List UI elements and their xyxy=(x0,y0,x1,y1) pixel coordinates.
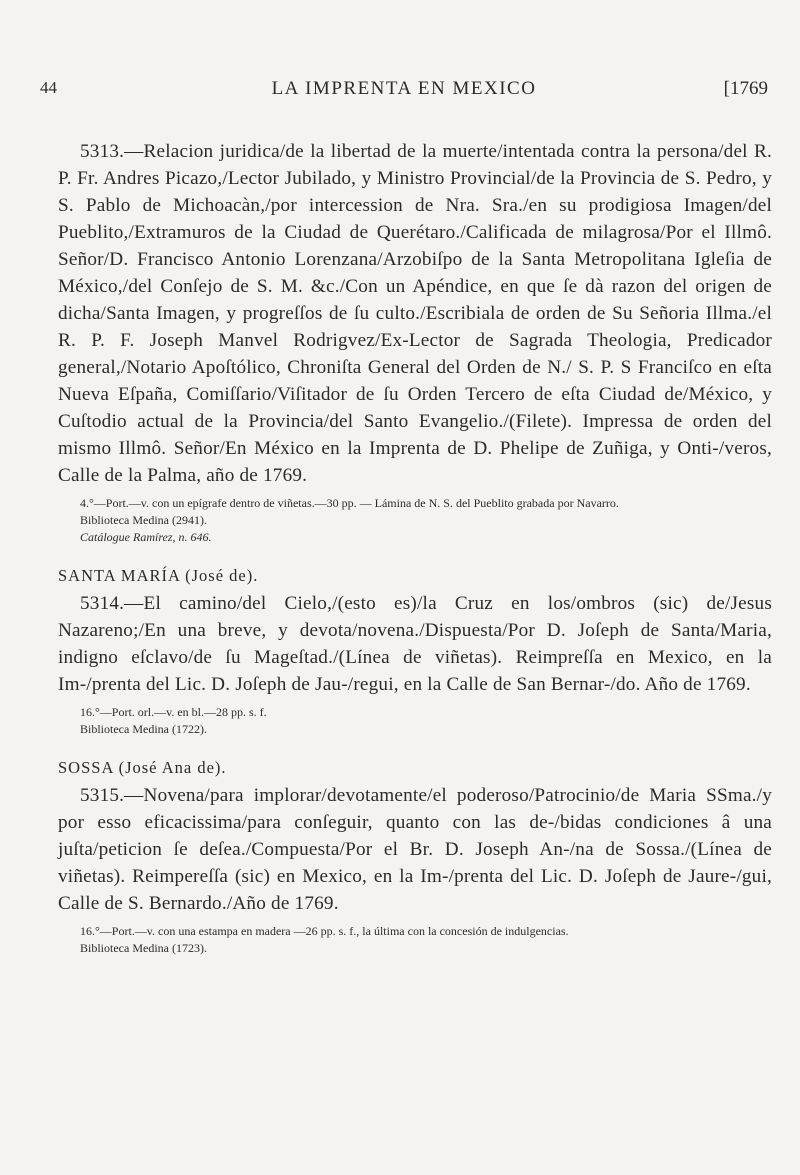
page-header xyxy=(40,78,768,108)
entry-note: Biblioteca Medina (1723). xyxy=(80,941,207,955)
author-heading: SOSSA (José Ana de). xyxy=(58,758,227,777)
page-body xyxy=(58,138,772,957)
entry-text: 5314.—El camino/del Cielo,/(esto es)/la Cruz en los/ombros (sic) de/Jesus Nazareno;/En una breve, y devota/novena./Dispuesta/Por D. Joſeph de Santa/Maria, indigno eſclavo/de ſu Mageſtad./(Línea de viñetas). Reimpreſſa en Mexico, en la Im-/prenta del Lic. D. Joſeph de Jau-/regui, en la Calle de San Bernar-/do. Año de 1769. xyxy=(58,593,772,695)
running-title: LA IMPRENTA EN MEXICO xyxy=(271,78,537,99)
entry-notes xyxy=(58,923,772,957)
entry-note: 16.°—Port. orl.—v. en bl.—28 pp. s. f. xyxy=(80,705,267,719)
bibliography-entry xyxy=(58,590,772,738)
header-year: [1769 xyxy=(723,78,768,99)
entry-note: Catálogue Ramírez, n. 646. xyxy=(80,530,212,544)
entry-text: 5313.—Relacion juridica/de la libertad de la muerte/intentada contra la persona/del R. P. Fr. Andres Picazo,/Lector Jubilado, y Ministro Provincial/de la Provincia de S. Pedro, y S. Pablo de Michoacàn,/por intercession de Nra. Sra./en su prodigiosa Imagen/del Pueblito,/Extramuros de la Ciudad de Querétaro./Calificada de milagrosa/Por el Illmô. Señor/D. Francisco Antonio Lorenzana/Arzobiſpo de la Santa Metropolitana Igleſia de México,/del Conſejo de S. M. &c./Con un Apéndice, en que ſe dà razon del origen de dicha/Santa Imagen, y progreſſos de ſu culto./Escribiala de orden de Su Señoria Illma./el R. P. F. Joseph Manvel Rodrigvez/Ex-Lector de Sagrada Theologia, Predicador general,/Notario Apoſtólico, Chroniſta General del Orden de N./ S. P. S Franciſco en eſta Nueva Eſpaña, Comiſſario/Viſitador de ſu Orden Tercero de eſta Ciudad de/México, y Cuſtodio actual de la Provincia/del Santo Evangelio./(Filete). Impressa de orden del mismo Illmô. Señor/En México en la Imprenta de D. Phelipe de Zuñiga, y Onti-/veros, Calle de la Palma, año de 1769. xyxy=(58,141,772,486)
entry-note: Biblioteca Medina (2941). xyxy=(80,513,207,527)
entry-text: 5315.—Novena/para implorar/devotamente/el poderoso/Patrocinio/de Maria SSma./y por esso eficacissima/para conſeguir, quanto con las de-/bidas condiciones â una juſta/peticion ſe deſea./Compuesta/Por el Br. D. Joseph An-/na de Sossa./(Línea de viñetas). Reimpereſſa (sic) en Mexico, en la Im-/prenta del Lic. D. Joſeph de Jaure-/gui, Calle de S. Bernardo./Año de 1769. xyxy=(58,785,772,914)
entry-notes xyxy=(58,704,772,738)
entry-notes xyxy=(58,495,772,546)
page-number: 44 xyxy=(40,78,57,97)
author-heading: SANTA MARÍA (José de). xyxy=(58,566,259,585)
entry-note: 4.°—Port.—v. con un epígrafe dentro de viñetas.—30 pp. — Lámina de N. S. del Pueblito grabada por Navarro. xyxy=(80,496,619,510)
bibliography-entry xyxy=(58,138,772,546)
entry-note: 16.°—Port.—v. con una estampa en madera —26 pp. s. f., la última con la concesión de indulgencias. xyxy=(80,924,569,938)
bibliography-entry xyxy=(58,782,772,957)
entry-note: Biblioteca Medina (1722). xyxy=(80,722,207,736)
